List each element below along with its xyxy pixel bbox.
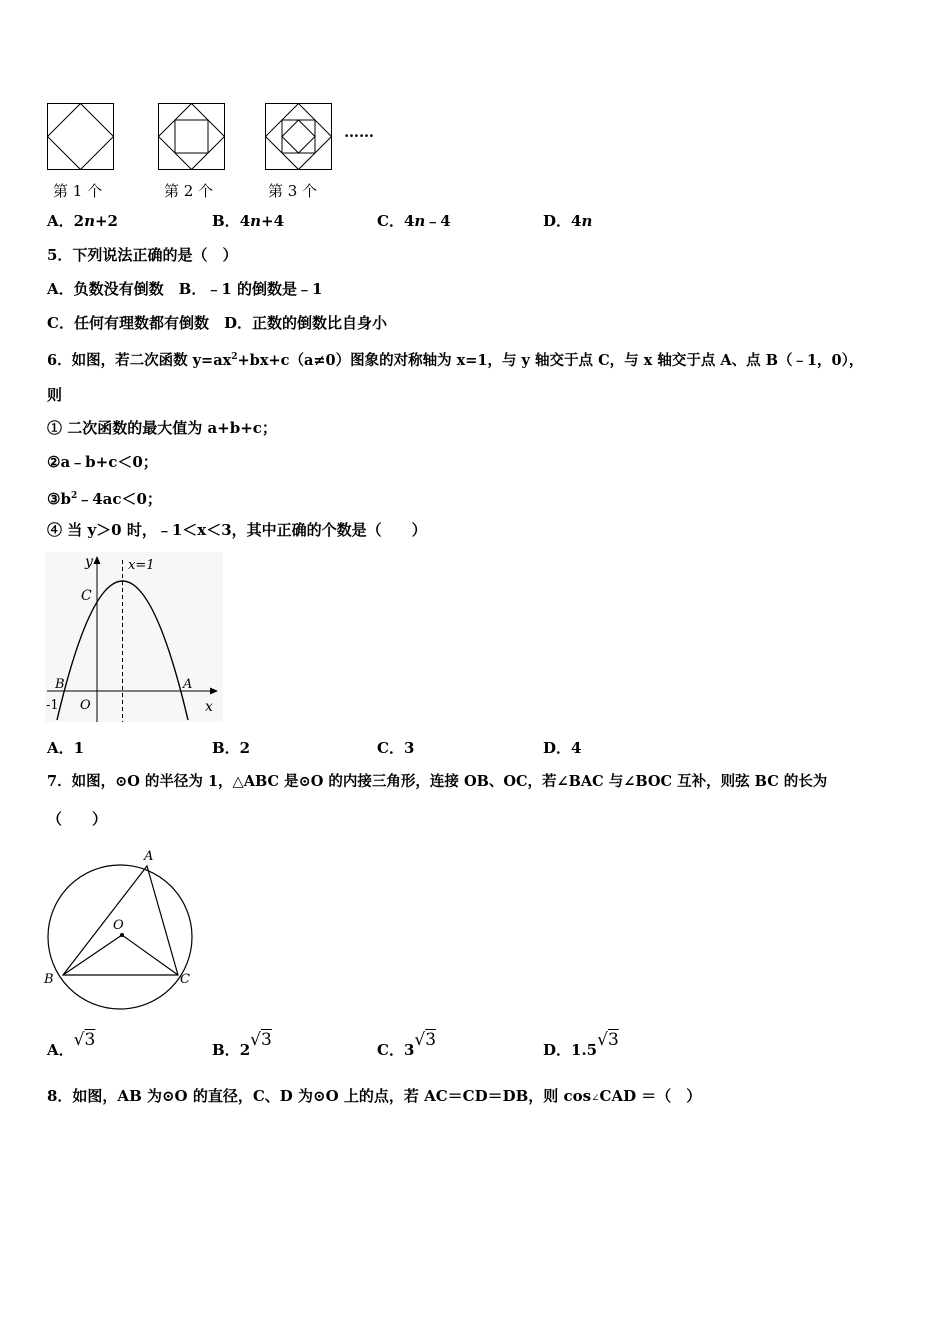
q7-option-a: A．√3: [47, 1030, 96, 1059]
sqrt-symbol: √: [414, 1030, 426, 1050]
q4-option-b: B．4n+4: [212, 212, 285, 230]
sqrt-symbol: √: [597, 1030, 608, 1050]
q5-options-line-2: C．任何有理数都有倒数 D．正数的倒数比自身小: [47, 314, 387, 332]
label-c: C: [180, 972, 190, 987]
neg-one-label: -1: [46, 698, 59, 713]
sqrt-symbol: √: [250, 1030, 261, 1050]
q6-statement-4: ④ 当 y＞0 时，﹣1＜x＜3，其中正确的个数是（ ）: [47, 521, 427, 539]
label-o: O: [113, 918, 124, 933]
q7-option-c: C．3√3: [377, 1030, 437, 1059]
q6-parabola-graph: [45, 552, 225, 724]
radicand: 3: [260, 1030, 272, 1050]
q6-option-b: B．2: [212, 739, 251, 757]
q7-stem-cont: （ ）: [47, 810, 108, 828]
q4-option-d: D．4n: [543, 212, 593, 230]
q6-stem: 6．如图，若二次函数 $y=ax^2+bx+c(a\ne 0)$图象的对称轴为 x=1，与 y 轴交于点 C，与 x 轴交于点 A、点 B（﹣1，0），: [47, 351, 864, 369]
segment-ob: [63, 935, 122, 975]
q4-figure-1: [47, 103, 115, 171]
q6-statement-1: ① 二次函数的最大值为 a+b+c；: [47, 419, 277, 437]
center-dot: [120, 933, 124, 937]
q7-circle-figure: [40, 845, 210, 1015]
q4-ellipsis: ……: [344, 123, 374, 141]
q6-option-d: D．4: [543, 739, 582, 757]
c-label: C: [81, 588, 92, 604]
q7-stem: 7．如图，⊙O 的半径为 1，△ABC 是⊙O 的内接三角形，连接 OB、OC，若∠BAC 与∠BOC 互补，则弦 BC 的长为: [47, 773, 828, 790]
q6-statement-3: $③b^2﹣4ac<0$；: [47, 490, 162, 508]
q4-figure-3: [265, 103, 333, 171]
sqrt-symbol: √: [73, 1030, 85, 1050]
x-label: x: [205, 699, 213, 715]
q4-caption-2: 第 2 个: [164, 182, 214, 200]
y-label: y: [85, 554, 93, 570]
segment-oc: [122, 935, 178, 975]
label-a: A: [144, 849, 154, 864]
radicand: 3: [84, 1030, 96, 1050]
b-label: B: [55, 677, 65, 692]
radicand: 3: [425, 1030, 437, 1050]
q5-options-line-1: A．负数没有倒数 B．﹣1 的倒数是﹣1: [47, 280, 323, 298]
x1-label: x=1: [128, 558, 155, 573]
label-b: B: [44, 972, 54, 987]
q4-option-a: A．2n+2: [47, 212, 118, 230]
q8-stem: 8．如图，AB 为⊙O 的直径，C、D 为⊙O 上的点，若 AC＝CD＝DB，则 cos∠CAD ＝（ ）: [47, 1087, 702, 1105]
q6-option-a: A．1: [47, 739, 85, 757]
q6-option-c: C．3: [377, 739, 415, 757]
q5-stem: 5．下列说法正确的是（ ）: [47, 246, 238, 264]
q4-figure-2: [158, 103, 226, 171]
q4-caption-1: 第 1 个: [53, 182, 103, 200]
q6-statement-2: ②a﹣b+c＜0；: [47, 453, 158, 471]
q6-stem-cont: 则: [47, 386, 63, 404]
q4-caption-3: 第 3 个: [268, 182, 318, 200]
q4-option-c: C．4n﹣4: [377, 212, 451, 230]
q7-option-b: B．2√3: [212, 1030, 272, 1059]
o-label: O: [80, 698, 91, 713]
q7-option-d: D．1.5√3: [543, 1030, 619, 1059]
radicand: 3: [607, 1030, 619, 1050]
a-label: A: [183, 677, 193, 692]
